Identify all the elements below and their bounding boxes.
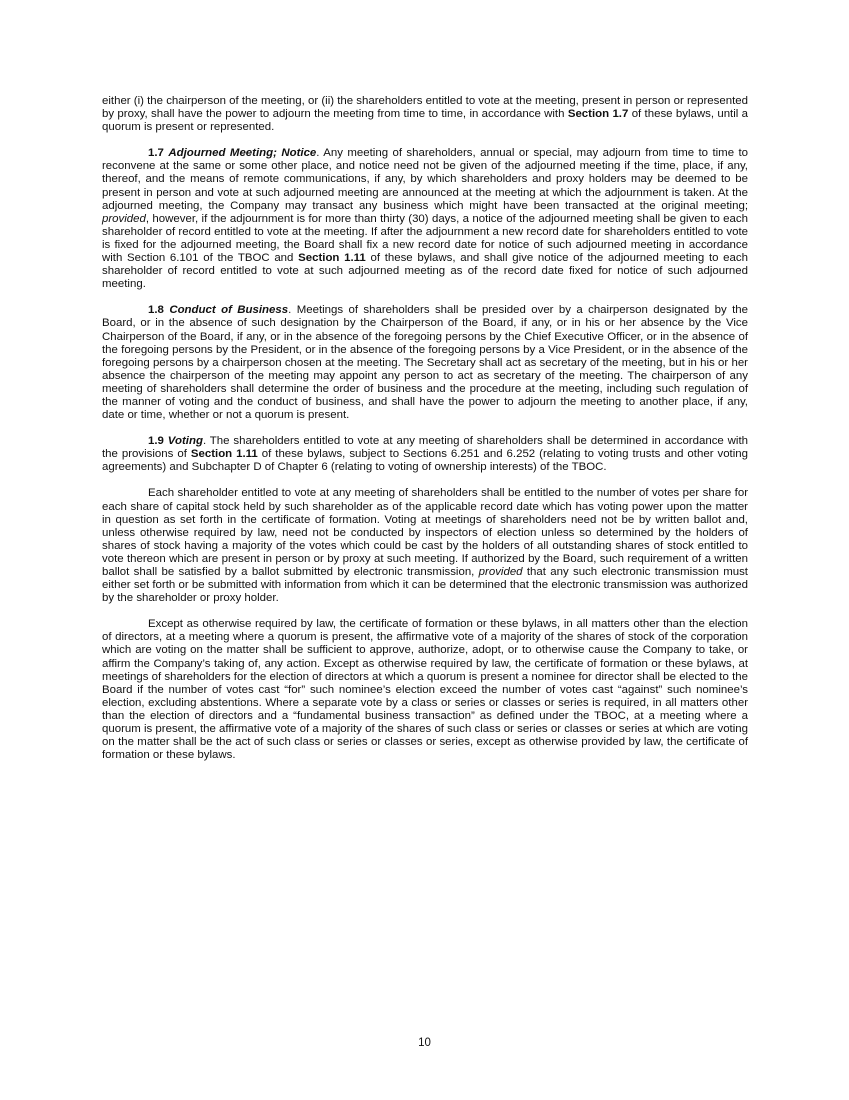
section-1-8: 1.8 Conduct of Business. Meetings of shareholders shall be presided over by a chairperson designated by the Board, or in the absence of such designation by the Chairperson of the Board, if any, or in his or her absence by the Vice Chairperson of the Board, if any, or in the absence of the foregoing persons by the Chief Executive Officer, or in the absence of the foregoing persons by the President, or in the absence of the foregoing persons by a Vice President, or in the absence of the foregoing persons by a chairperson chosen at the meeting. The Secretary shall act as secretary of the meeting, but in his or her absence the chairperson of the meeting may appoint any person to act as secretary of the meeting. The chairperson of any meeting of shareholders shall determine the order of business and the procedure at the meeting, including such regulation of the manner of voting and the conduct of business, and shall have the power to adjourn the meeting to another place, if any, date or time, whether or not a quorum is present. — [102, 304, 748, 422]
paragraph-quorum-continuation: either (i) the chairperson of the meeting, or (ii) the shareholders entitled to vote at the meeting, present in person or represented by proxy, shall have the power to adjourn the meeting from time to time, in accordance with Section 1.7 of these bylaws, until a quorum is present or represented. — [102, 95, 749, 134]
section-number: 1.8 — [148, 304, 164, 317]
emphasis-provided: provided — [478, 566, 523, 578]
paragraph-votes-per-share: Each shareholder entitled to vote at any meeting of shareholders shall be entitled to the number of votes per share for each share of capital stock held by such shareholder as of the applicable record date which has voting power upon the matter in question as set forth in the certificate of formation. Voting at meetings of shareholders need not be by written ballot and, unless otherwise required by law, need not be conducted by inspectors of election unless so determined by the holders of shares of stock having a majority of the votes which could be cast by the holders of all outstanding shares of stock entitled to vote thereon which are present in person or by proxy at such meeting. If authorized by the Board, such requirement of a written ballot shall be satisfied by a ballot submitted by electronic transmission, provided that any such electronic transmission must either set forth or be submitted with information from which it can be determined that the electronic transmission was authorized by the shareholder or proxy holder. — [102, 487, 748, 605]
document-page — [102, 95, 748, 775]
section-title: Adjourned Meeting; Notice — [168, 147, 317, 160]
section-number: 1.9 — [148, 435, 164, 448]
section-1-9: 1.9 Voting. The shareholders entitled to vote at any meeting of shareholders shall be determined in accordance with the provisions of Section 1.11 of these bylaws, subject to Sections 6.251 and 6.252 (relating to voting trusts and other voting agreements) and Subchapter D of Chapter 6 (relating to voting of ownership interests) of the TBOC. — [102, 435, 748, 474]
section-number: 1.7 — [148, 147, 164, 160]
page-number: 10 — [418, 1037, 431, 1049]
section-reference: Section 1.11 — [190, 448, 258, 461]
section-title: Voting — [167, 435, 203, 448]
section-reference: Section 1.11 — [298, 252, 366, 265]
emphasis-provided: provided — [102, 212, 146, 225]
paragraph-majority-vote: Except as otherwise required by law, the certificate of formation or these bylaws, in all matters other than the election of directors, at a meeting where a quorum is present, the affirmative vote of a majority of the shares of stock of the corporation which are voting on the matter shall be sufficient to approve, authorize, adopt, or to otherwise cause the Company to take, or affirm the Company’s taking of, any action. Except as otherwise required by law, the certificate of formation or these bylaws, at meetings of shareholders for the election of directors at which a quorum is present a nominee for director shall be elected to the Board if the number of votes cast “for” such nominee’s election exceed the number of votes cast “against” such nominee’s election, excluding abstentions. Where a separate vote by a class or series or classes or series is required, in all matters other than the election of directors and a “fundamental business transaction” as defined under the TBOC, at a meeting where a quorum is present, the affirmative vote of a majority of the shares of such class or series or classes or series at which are voting on the matter shall be the act of such class or series or classes or series, except as otherwise provided by law, the certificate of formation or these bylaws. — [102, 618, 748, 762]
section-title: Conduct of Business — [169, 304, 289, 317]
section-1-7: 1.7 Adjourned Meeting; Notice. Any meeting of shareholders, annual or special, may adjourn from time to time to reconvene at the same or some other place, and notice need not be given of the adjourned meeting if the time, place, if any, thereof, and the means of remote communications, if any, by which shareholders and proxy holders may be deemed to be present in person and vote at such adjourned meeting are announced at the meeting at which the adjournment is taken. At the adjourned meeting, the Company may transact any business which might have been transacted at the original meeting; provided, however, if the adjournment is for more than thirty (30) days, a notice of the adjourned meeting shall be given to each shareholder of record entitled to vote at the meeting. If after the adjournment a new record date for shareholders entitled to vote is fixed for the adjourned meeting, the Board shall fix a new record date for notice of such adjourned meeting in accordance with Section 6.101 of the TBOC and Section 1.11 of these bylaws, and shall give notice of the adjourned meeting to each shareholder of record entitled to vote at such adjourned meeting as of the record date fixed for notice of such adjourned meeting. — [102, 147, 748, 291]
section-reference: Section 1.7 — [567, 108, 629, 121]
